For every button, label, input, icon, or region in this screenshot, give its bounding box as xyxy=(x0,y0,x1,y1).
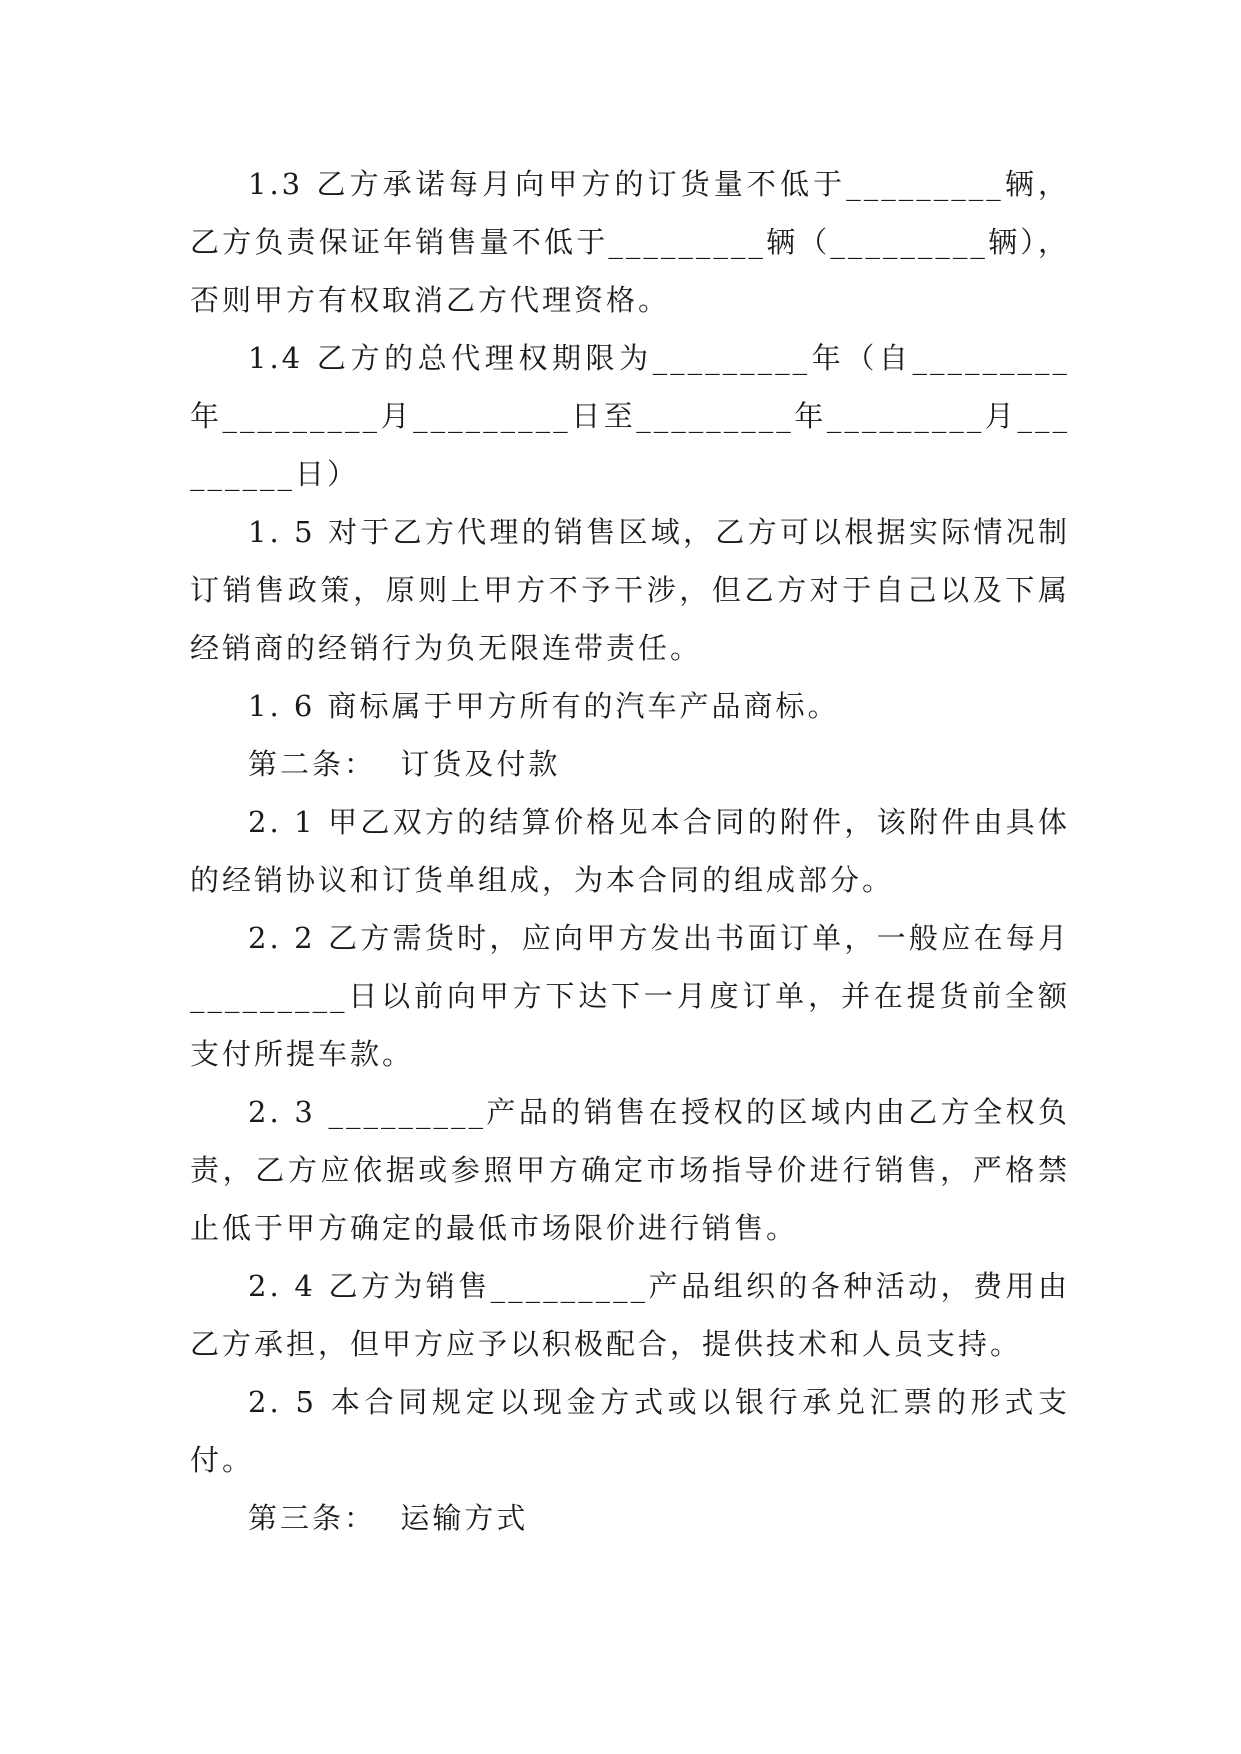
paragraph-2-4: 2. 4 乙方为销售_________产品组织的各种活动，费用由乙方承担，但甲方应予以积极配合，提供技术和人员支持。 xyxy=(190,1269,1070,1361)
section-heading-2: 第二条： 订货及付款 xyxy=(248,747,561,781)
paragraph-2-3: 2. 3 _________产品的销售在授权的区域内由乙方全权负责，乙方应依据或参照甲方确定市场指导价进行销售，严格禁止低于甲方确定的最低市场限价进行销售。 xyxy=(190,1095,1070,1245)
paragraph-1-3: 1.3 乙方承诺每月向甲方的订货量不低于_________辆，乙方负责保证年销售量不低于_________辆（_________辆），否则甲方有权取消乙方代理资格。 xyxy=(190,167,1070,317)
paragraph-1-5: 1. 5 对于乙方代理的销售区域，乙方可以根据实际情况制订销售政策，原则上甲方不予干涉，但乙方对于自己以及下属经销商的经销行为负无限连带责任。 xyxy=(190,515,1070,665)
paragraph-1-4: 1.4 乙方的总代理权期限为_________年（自_________年_________月_________日至_________年_________月_________日） xyxy=(190,341,1070,491)
paragraph-2-2: 2. 2 乙方需货时，应向甲方发出书面订单，一般应在每月_________日以前向甲方下达下一月度订单，并在提货前全额支付所提车款。 xyxy=(190,921,1070,1071)
document-body xyxy=(190,155,1070,1547)
paragraph-2-1: 2. 1 甲乙双方的结算价格见本合同的附件，该附件由具体的经销协议和订货单组成，为本合同的组成部分。 xyxy=(190,805,1070,897)
section-heading-3: 第三条： 运输方式 xyxy=(248,1501,529,1535)
paragraph-2-5: 2. 5 本合同规定以现金方式或以银行承兑汇票的形式支付。 xyxy=(190,1385,1070,1477)
paragraph-1-6: 1. 6 商标属于甲方所有的汽车产品商标。 xyxy=(248,689,840,723)
